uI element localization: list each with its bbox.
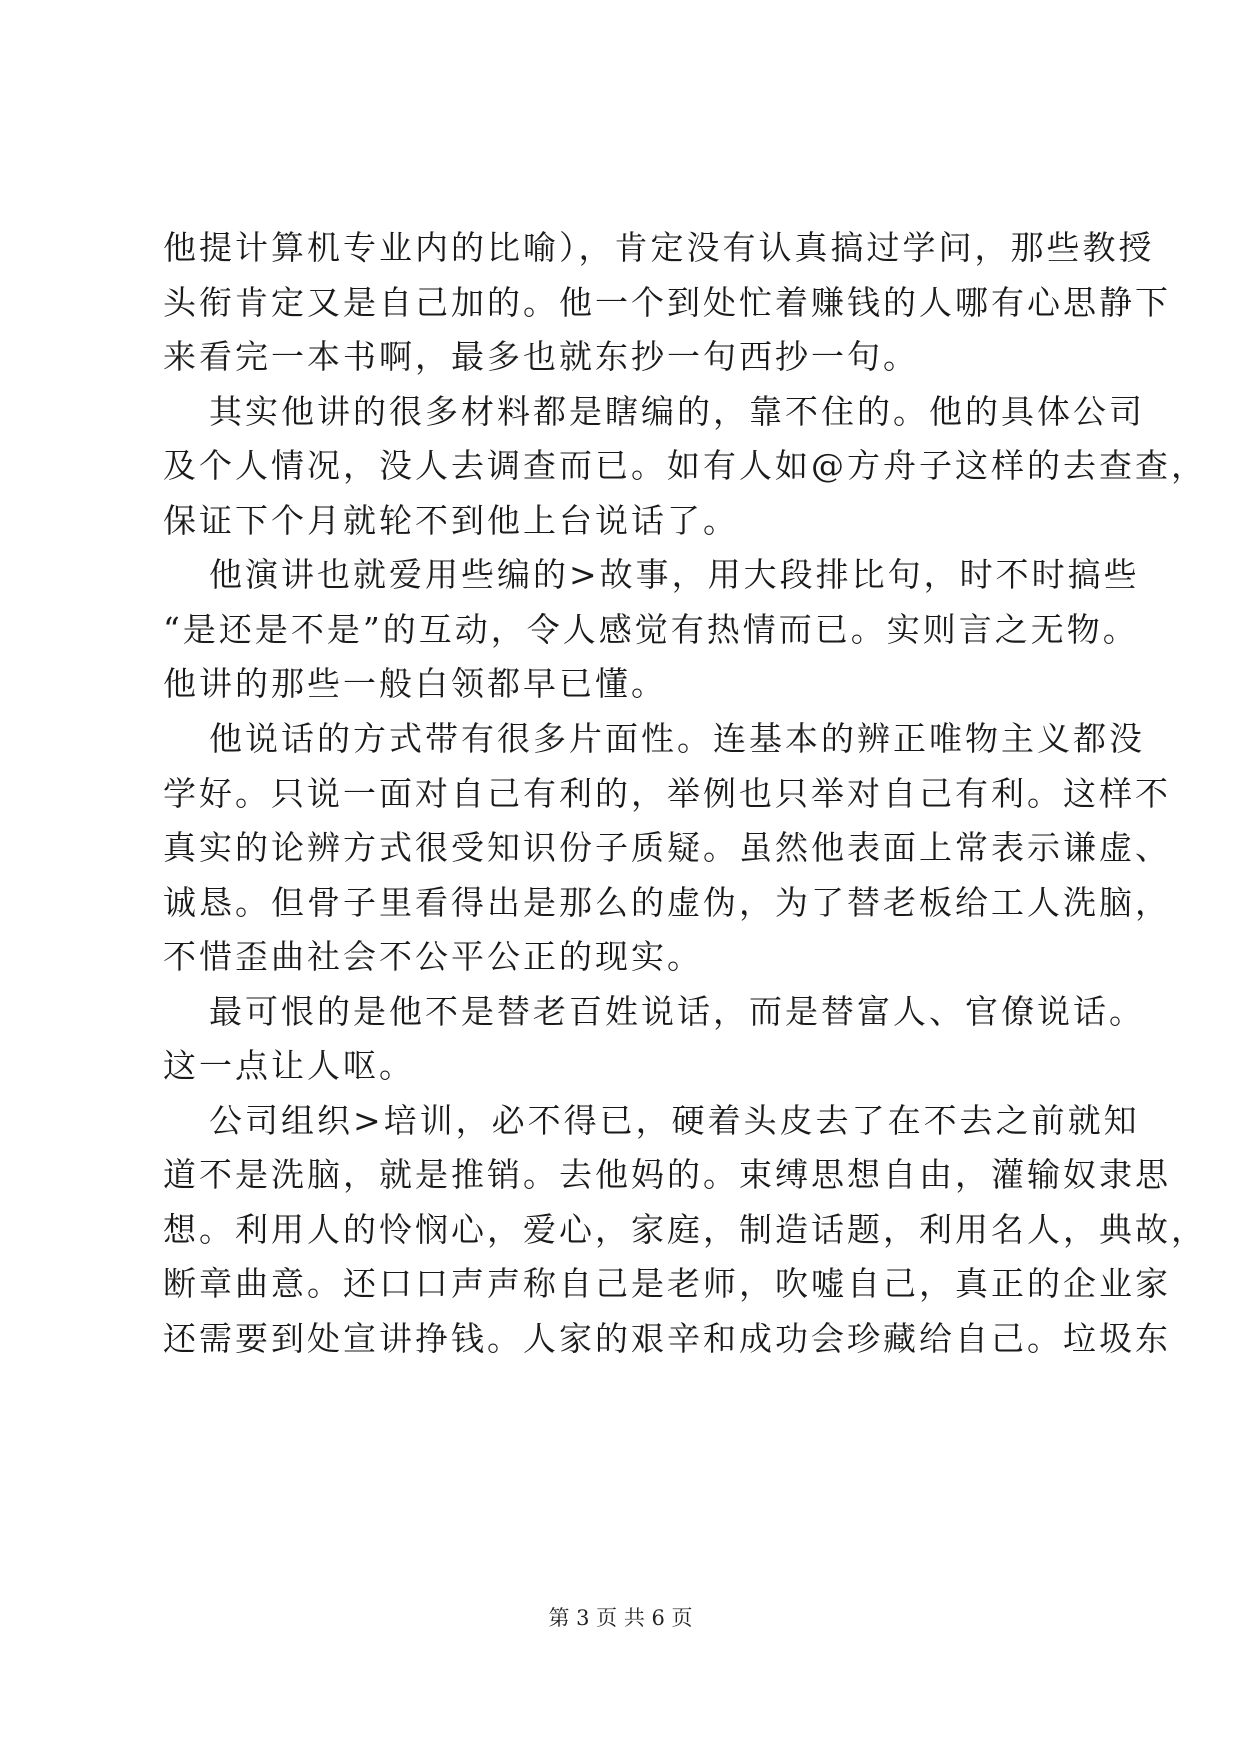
text-line: 真实的论辨方式很受知识份子质疑。虽然他表面上常表示谦虚、 bbox=[163, 828, 1171, 868]
text-line: 断章曲意。还口口声声称自己是老师，吹嘘自己，真正的企业家 bbox=[163, 1264, 1171, 1304]
text-line: 诚恳。但骨子里看得出是那么的虚伪，为了替老板给工人洗脑， bbox=[163, 882, 1171, 922]
text-line: 这一点让人呕。 bbox=[163, 1046, 415, 1086]
text-line: 其实他讲的很多材料都是瞎编的，靠不住的。他的具体公司 bbox=[209, 391, 1145, 431]
text-line: 他讲的那些一般白领都早已懂。 bbox=[163, 664, 667, 704]
text-line: 保证下个月就轮不到他上台说话了。 bbox=[163, 500, 739, 540]
text-line: 最可恨的是他不是替老百姓说话，而是替富人、官僚说话。 bbox=[209, 991, 1145, 1031]
text-line: 还需要到处宣讲挣钱。人家的艰辛和成功会珍藏给自己。垃圾东 bbox=[163, 1319, 1171, 1358]
text-line: 他演讲也就爱用些编的>故事，用大段排比句，时不时搞些 bbox=[209, 555, 1140, 595]
text-line: 及个人情况，没人去调查而已。如有人如@方舟子这样的去查查， bbox=[163, 446, 1207, 486]
text-line: 道不是洗脑，就是推销。去他妈的。束缚思想自由，灌输奴隶思 bbox=[163, 1155, 1171, 1195]
text-line: 头衔肯定又是自己加的。他一个到处忙着赚钱的人哪有心思静下 bbox=[163, 282, 1171, 322]
text-line: 学好。只说一面对自己有利的，举例也只举对自己有利。这样不 bbox=[163, 773, 1171, 813]
text-line: 不惜歪曲社会不公平公正的现实。 bbox=[163, 937, 703, 977]
text-line: 他提计算机专业内的比喻），肯定没有认真搞过学问，那些教授 bbox=[163, 228, 1155, 267]
page-number-footer: 第 3 页 共 6 页 bbox=[548, 1606, 693, 1630]
text-line: 想。利用人的怜悯心，爱心，家庭，制造话题，利用名人，典故， bbox=[163, 1209, 1207, 1249]
text-line: 他说话的方式带有很多片面性。连基本的辨正唯物主义都没 bbox=[209, 718, 1145, 758]
text-line: “是还是不是”的互动，令人感觉有热情而已。实则言之无物。 bbox=[163, 609, 1139, 649]
text-line: 公司组织>培训，必不得已，硬着头皮去了在不去之前就知 bbox=[209, 1100, 1140, 1140]
text-line: 来看完一本书啊，最多也就东抄一句西抄一句。 bbox=[163, 337, 919, 377]
